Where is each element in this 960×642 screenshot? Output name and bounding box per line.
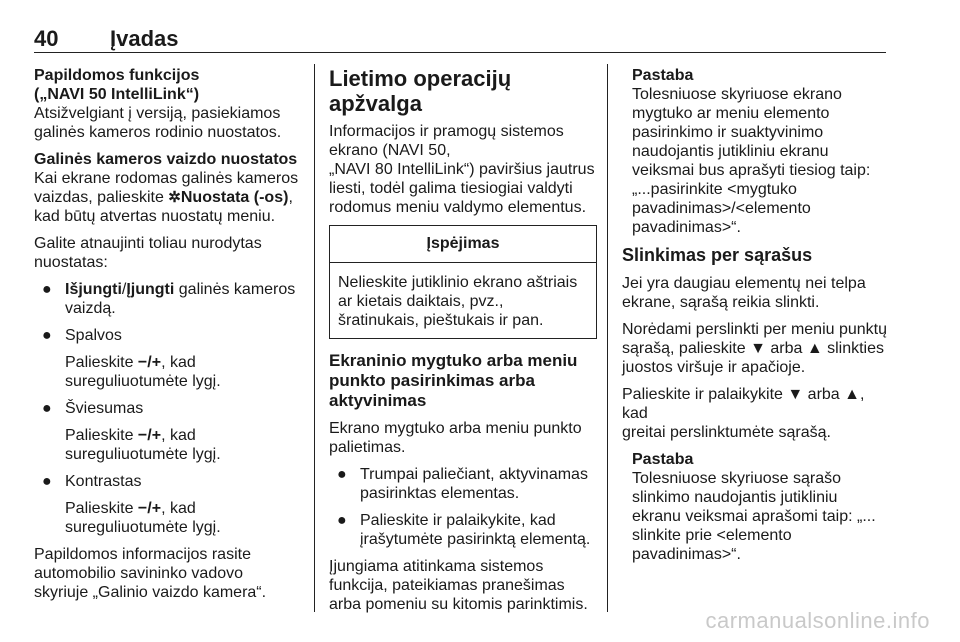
subsection-title: Ekraninio mygtuko arba meniu punkto pasirinkimas arba aktyvinimas [329,351,578,410]
bullet: ● [42,473,52,490]
settings-button-label: Nuostata (-os) [180,189,289,206]
paragraph: Papildomos informacijos rasite automobilio savininko vadovo skyriuje „Galinio vaizdo kamera“. [34,546,267,601]
gear-icon: ✲ [168,189,181,206]
minus-plus-icon: −/+ [137,500,162,517]
note-text: Tolesniuose skyriuose sąrašo slinkimo naudojantis jutikliniu ekranu veiksmai aprašomi taip: „... slinkite prie <elemento pavadinimas>“. [632,470,876,563]
paragraph: Informacijos ir pramogų sistemos ekrano (NAVI 50, „NAVI 80 IntelliLink“) paviršius jautrus liesti, todėl galima tiesiogiai valdyti rodomus meniu valdymo elementus. [329,123,595,216]
list-item: ● Šviesumas [42,400,144,417]
section-title: Lietimo operacijų apžvalga [329,66,512,116]
paragraph: Palieskite ir palaikykite ▼ arba ▲, kad greitai perslinktumėte sąrašą. [622,386,865,441]
subsection-title: Slinkimas per sąrašus [622,245,813,265]
paragraph: Palieskite −/+, kad sureguliuotumėte lygį. [65,354,221,390]
list-item: ● Išjungti/Įjungti galinės kameros vaizdą. [42,281,296,317]
list-item: ● Palieskite ir palaikykite, kad įrašytumėte pasirinktą elementą. [337,512,591,548]
warning-title: Įspėjimas [330,226,596,263]
list-item: ● Kontrastas [42,473,142,490]
paragraph: Ekrano mygtuko arba meniu punkto palietimas. [329,420,582,456]
column-right [622,66,890,572]
note-block [632,450,890,564]
list-item: ● Trumpai paliečiant, aktyvinamas pasirinktas elementas. [337,466,588,502]
section-title: Papildomos funkcijos („NAVI 50 IntelliLink“) [34,67,200,103]
minus-plus-icon: −/+ [137,427,162,444]
column-divider [607,64,608,612]
column-left [34,66,304,610]
paragraph: Norėdami perslinkti per meniu punktų sąrašą, palieskite ▼ arba ▲ slinkties juostos viršuje ir apačioje. [622,321,888,376]
column-middle [329,66,597,622]
paragraph: Jei yra daugiau elementų nei telpa ekrane, sąrašą reikia slinkti. [622,275,866,311]
note-title: Pastaba [632,67,694,84]
bullet: ● [42,281,52,298]
header-rule [34,52,886,53]
chapter-title: Įvadas [110,26,179,51]
paragraph: Palieskite −/+, kad sureguliuotumėte lygį. [65,500,221,536]
note-title: Pastaba [632,451,694,468]
note-block [632,66,890,237]
watermark: carmanualsonline.info [705,608,930,633]
warning-box [329,225,597,339]
page-number: 40 [34,26,59,51]
list-item: ● Spalvos [42,327,122,344]
bullet: ● [42,327,52,344]
paragraph: Įjungiama atitinkama sistemos funkcija, pateikiamas pranešimas arba pomeniu su kitomis parinktimis. [329,558,588,613]
warning-text: Nelieskite jutiklinio ekrano aštriais ar kietais daiktais, pvz., šratinukais, pieštukais ir pan. [338,274,578,329]
bullet: ● [337,512,347,529]
page-header [34,26,886,52]
column-divider [314,64,315,612]
paragraph: Palieskite −/+, kad sureguliuotumėte lygį. [65,427,221,463]
note-text: Tolesniuose skyriuose ekrano mygtuko ar meniu elemento pasirinkimo ir suaktyvinimo naudojantis jutikliniu ekranu veiksmai bus aprašyti tiesiog taip: „...pasirinkite <mygtuko pavadinimas>/<elemento pavadinimas>“. [632,86,871,236]
paragraph: Kai ekrane rodomas galinės kameros vaizdas, palieskite ✲Nuostata (-os), kad būtų atvertas nuostatų meniu. [34,170,299,225]
paragraph: Atsižvelgiant į versiją, pasiekiamos galinės kameros rodinio nuostatos. [34,105,282,141]
subsection-title: Galinės kameros vaizdo nuostatos [34,151,298,168]
minus-plus-icon: −/+ [137,354,162,371]
bullet: ● [42,400,52,417]
paragraph: Galite atnaujinti toliau nurodytas nuostatas: [34,235,262,271]
bullet: ● [337,466,347,483]
